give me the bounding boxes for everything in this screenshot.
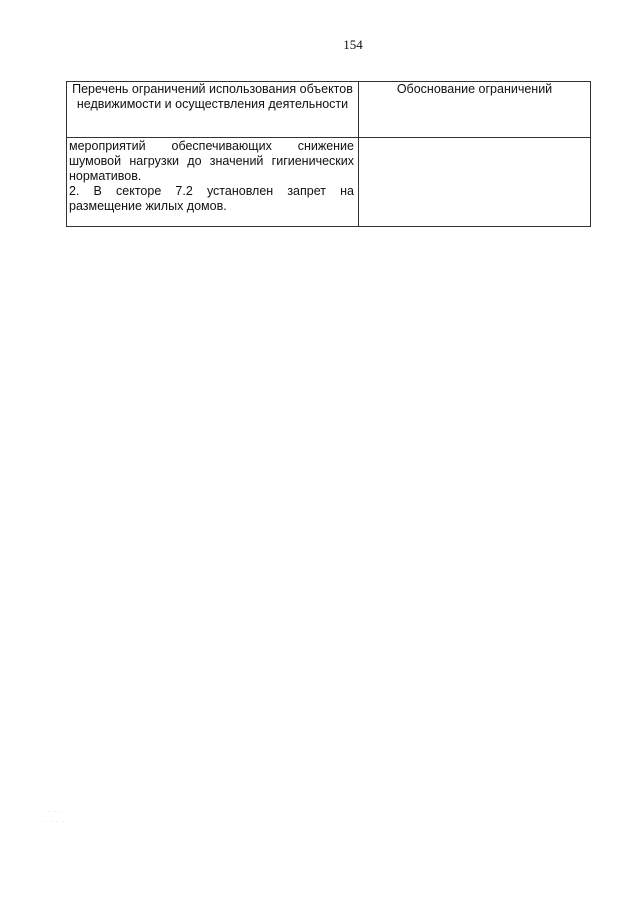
restriction-paragraph: 2. В секторе 7.2 установлен запрет на размещение жилых домов. [69, 184, 354, 213]
restrictions-cell [67, 138, 359, 227]
justification-cell [359, 138, 591, 227]
restriction-paragraph: мероприятий обеспечивающих снижение шумовой нагрузки до значений гигиенических нормативов. [69, 139, 354, 183]
restrictions-table [66, 81, 591, 227]
header-justification: Обоснование ограничений [359, 82, 591, 138]
table-header-row [67, 82, 591, 138]
header-restrictions-list: Перечень ограничений использования объектов недвижимости и осуществления деятельности [67, 82, 359, 138]
scan-speck: · · · · [44, 818, 66, 826]
scan-speck: · · · [48, 808, 64, 816]
page-number: 154 [343, 37, 363, 52]
table-row [67, 138, 591, 227]
